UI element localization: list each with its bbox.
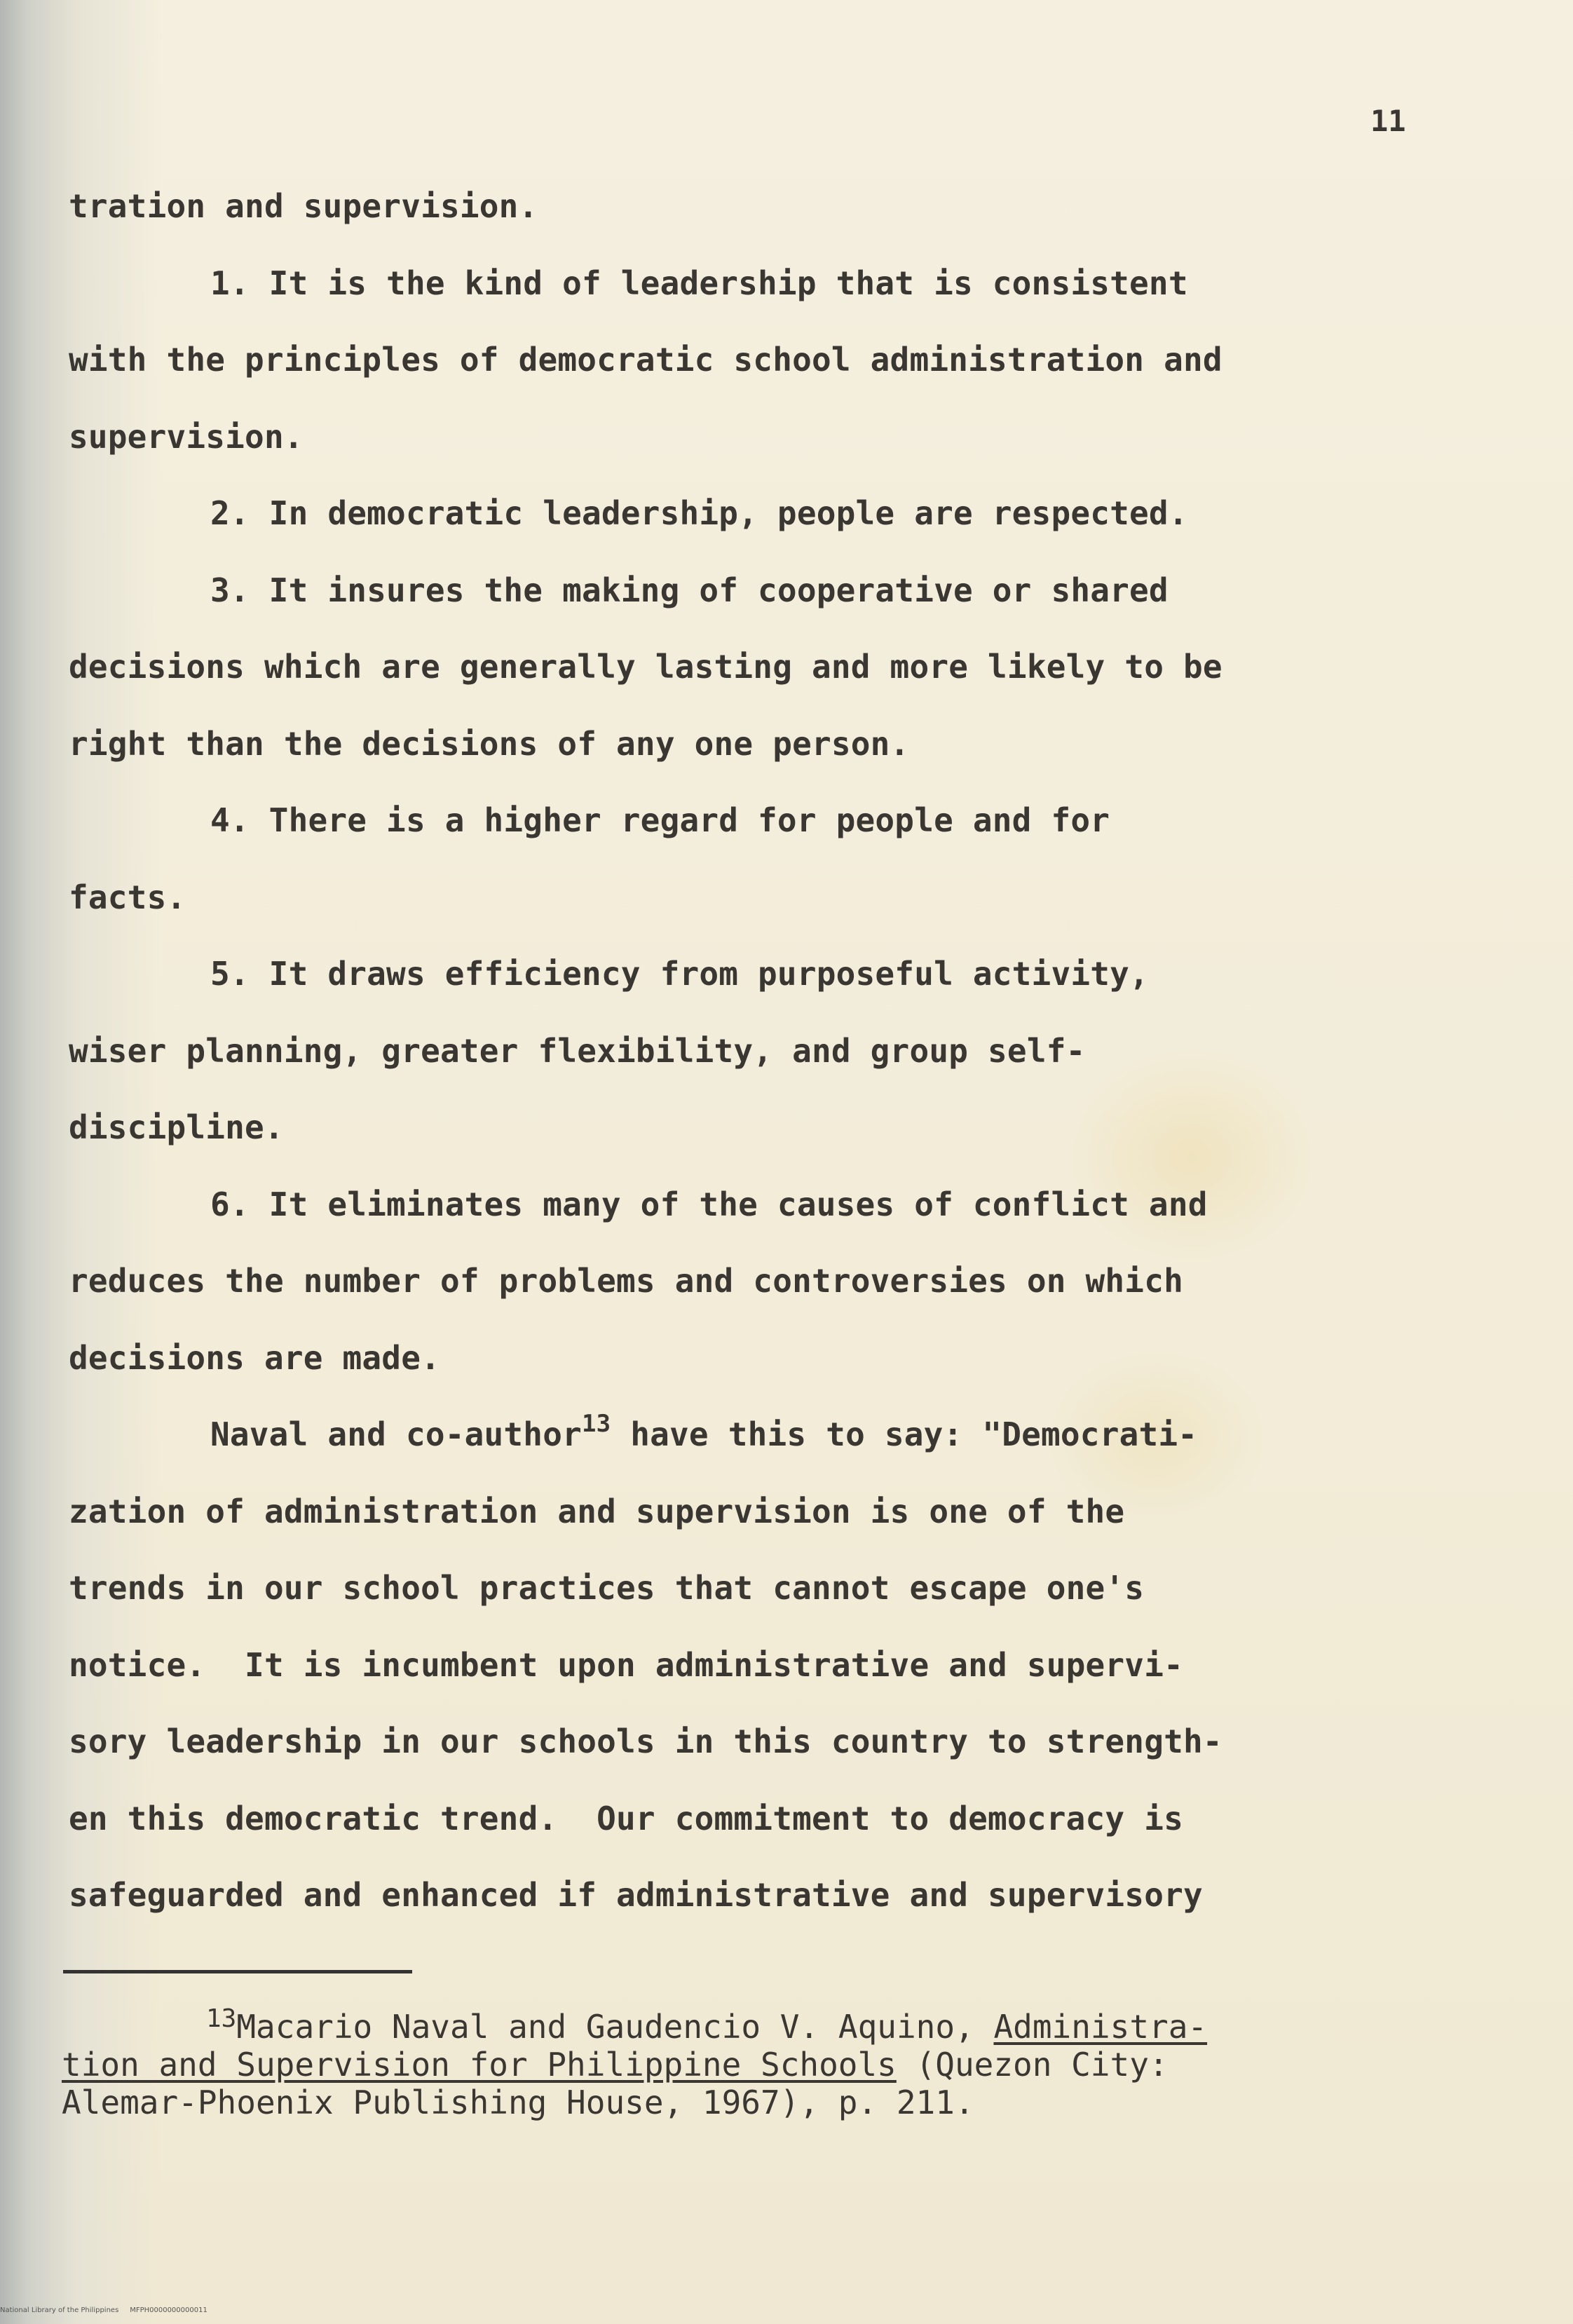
footnote-divider xyxy=(63,1970,412,1973)
footnote-line-3: Alemar-Phoenix Publishing House, 1967), p. 211. xyxy=(62,2084,974,2121)
text-line: tration and supervision. xyxy=(69,187,538,225)
quote-line: en this democratic trend. Our commitment to democracy is xyxy=(69,1799,1183,1837)
text-line: with the principles of democratic school administration and xyxy=(69,341,1223,379)
text-line: discipline. xyxy=(69,1108,284,1146)
footnote xyxy=(62,2004,1499,2121)
scan-footer-right: MFPH0000000000011 xyxy=(130,2306,207,2314)
quote-line: notice. It is incumbent upon administrative and supervi- xyxy=(69,1645,1183,1684)
quote-line: sory leadership in our schools in this country to strength- xyxy=(69,1722,1223,1760)
footnote-author: Macario Naval and Gaudencio V. Aquino, xyxy=(236,2008,994,2046)
list-item-3: 3. It insures the making of cooperative or shared xyxy=(210,571,1169,609)
quote-start: have this to say: "Democrati- xyxy=(611,1415,1198,1453)
text-line: right than the decisions of any one person. xyxy=(69,724,910,763)
footnote-publisher-part1: (Quezon City: xyxy=(896,2046,1169,2084)
footnote-reference: 13 xyxy=(582,1410,611,1438)
quote-line: trends in our school practices that cannot escape one's xyxy=(69,1569,1145,1607)
text-line: reduces the number of problems and controversies on which xyxy=(69,1262,1183,1300)
footnote-line-1 xyxy=(62,2004,1499,2046)
footnote-number: 13 xyxy=(206,2004,237,2033)
list-item-1: 1. It is the kind of leadership that is consistent xyxy=(210,264,1188,302)
body-text xyxy=(69,168,1443,1934)
scan-footer xyxy=(0,2306,207,2314)
footnote-title-part1: Administra- xyxy=(993,2008,1208,2046)
quote-line: zation of administration and supervision is one of the xyxy=(69,1492,1125,1530)
text-line: decisions which are generally lasting and more likely to be xyxy=(69,648,1223,686)
quote-intro: Naval and co-author xyxy=(210,1415,582,1453)
scan-footer-left: National Library of the Philippines xyxy=(0,2306,119,2314)
page-number: 11 xyxy=(1370,104,1406,138)
text-line: supervision. xyxy=(69,417,304,456)
text-line: facts. xyxy=(69,878,186,916)
list-item-2: 2. In democratic leadership, people are respected. xyxy=(210,494,1188,532)
list-item-5: 5. It draws efficiency from purposeful activity, xyxy=(210,955,1149,993)
footnote-line-2 xyxy=(62,2046,1499,2084)
quote-intro-line xyxy=(69,1397,1443,1474)
text-line: decisions are made. xyxy=(69,1338,440,1377)
list-item-6: 6. It eliminates many of the causes of conflict and xyxy=(210,1185,1208,1223)
list-item-4: 4. There is a higher regard for people and for xyxy=(210,801,1110,839)
footnote-title-part2: tion and Supervision for Philippine Schools xyxy=(62,2046,897,2084)
text-line: wiser planning, greater flexibility, and group self- xyxy=(69,1031,1086,1070)
quote-line: safeguarded and enhanced if administrative and supervisory xyxy=(69,1876,1203,1914)
